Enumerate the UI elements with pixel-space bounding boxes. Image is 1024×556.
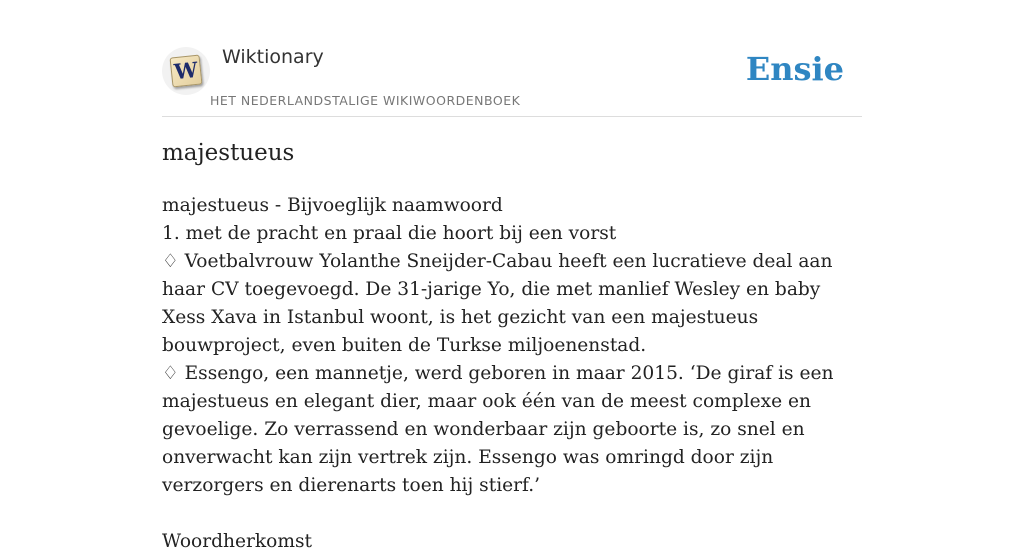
site-tagline: HET NEDERLANDSTALIGE WIKIWOORDENBOEK [210, 93, 521, 108]
example-sentence: ♢ Voetbalvrouw Yolanthe Sneijder-Cabau heeft een lucratieve deal aan haar CV toegevoegd. De 31-jarige Yo, die met manlief Wesley en baby Xess Xava in Istanbul woont, is het gezicht van een majestueus bouwproject, even buiten de Turkse miljoenenstad. [162, 251, 833, 356]
page-title: majestueus [162, 140, 295, 166]
logo-tile: W [170, 55, 203, 88]
section-spacer [162, 500, 862, 528]
etymology-heading: Woordherkomst [162, 531, 313, 552]
entry-definition: 1. met de pracht en praal die hoort bij een vorst [162, 223, 617, 244]
entry-content [162, 192, 862, 556]
example-sentence: ♢ Essengo, een mannetje, werd geboren in maar 2015. ‘De giraf is een majestueus en elegant dier, maar ook één van de meest complexe en gevoelige. Zo verrassend en wonderbaar zijn geboorte is, zo snel en onverwacht kan zijn vertrek zijn. Essengo was omringd door zijn verzorgers en dierenarts toen hij stierf.’ [162, 363, 834, 496]
page-container [162, 0, 862, 552]
site-name[interactable]: Wiktionary [222, 46, 324, 68]
ensie-brand-link[interactable]: Ensie [745, 50, 844, 88]
entry-heading: majestueus - Bijvoeglijk naamwoord [162, 195, 503, 216]
wiktionary-logo-icon[interactable] [162, 47, 210, 95]
site-header [162, 0, 862, 117]
